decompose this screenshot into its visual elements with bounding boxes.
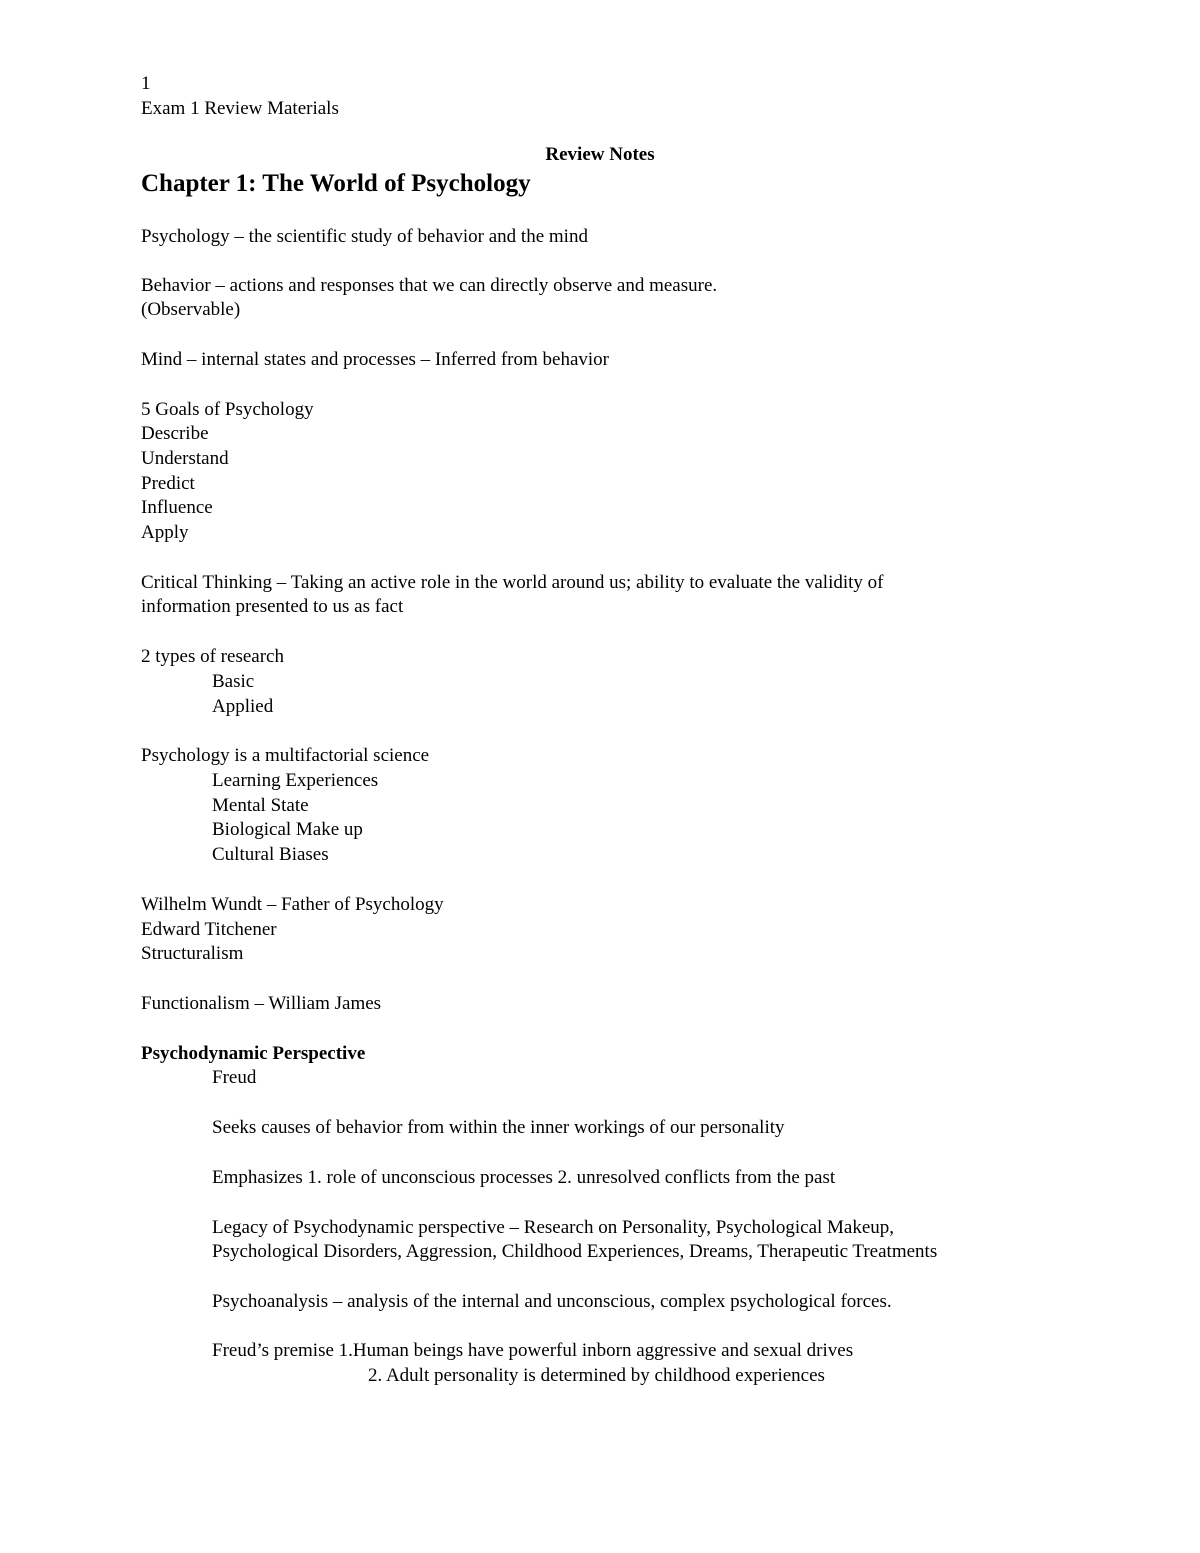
emphasizes-line: Emphasizes 1. role of unconscious processes 2. unresolved conflicts from the past	[212, 1167, 836, 1188]
research-heading: 2 types of research	[141, 646, 284, 667]
observable-note: (Observable)	[141, 299, 241, 320]
goal-item: Understand	[141, 448, 229, 469]
wundt-line: Wilhelm Wundt – Father of Psychology	[141, 894, 444, 915]
structuralism-line: Structuralism	[141, 943, 244, 964]
multifactorial-item: Mental State	[212, 795, 309, 816]
goals-heading: 5 Goals of Psychology	[141, 399, 314, 420]
legacy-line-1: Legacy of Psychodynamic perspective – Research on Personality, Psychological Makeup,	[212, 1217, 895, 1238]
titchener-line: Edward Titchener	[141, 919, 277, 940]
research-type: Basic	[212, 671, 255, 692]
goal-item: Apply	[141, 522, 189, 543]
psychoanalysis-line: Psychoanalysis – analysis of the internal and unconscious, complex psychological forces.	[212, 1291, 892, 1312]
seeks-line: Seeks causes of behavior from within the inner workings of our personality	[212, 1117, 785, 1138]
review-notes-heading: Review Notes	[545, 144, 655, 165]
psychology-definition: Psychology – the scientific study of behavior and the mind	[141, 226, 588, 247]
research-type: Applied	[212, 696, 274, 717]
multifactorial-item: Biological Make up	[212, 819, 363, 840]
goal-item: Predict	[141, 473, 195, 494]
page-number: 1	[141, 73, 151, 94]
premise-line-1: Freud’s premise 1.Human beings have powerful inborn aggressive and sexual drives	[212, 1340, 854, 1361]
document-title: Exam 1 Review Materials	[141, 98, 339, 119]
goal-item: Describe	[141, 423, 209, 444]
chapter-heading: Chapter 1: The World of Psychology	[141, 170, 531, 197]
premise-line-2: 2. Adult personality is determined by childhood experiences	[368, 1365, 825, 1386]
critical-thinking-line-2: information presented to us as fact	[141, 596, 404, 617]
behavior-definition: Behavior – actions and responses that we can directly observe and measure.	[141, 275, 718, 296]
goal-item: Influence	[141, 497, 213, 518]
functionalism-line: Functionalism – William James	[141, 993, 382, 1014]
psychodynamic-heading: Psychodynamic Perspective	[141, 1043, 366, 1064]
critical-thinking-line-1: Critical Thinking – Taking an active role in the world around us; ability to evaluate the validity of	[141, 572, 884, 593]
freud-line: Freud	[212, 1067, 257, 1088]
mind-definition: Mind – internal states and processes – Inferred from behavior	[141, 349, 609, 370]
legacy-line-2: Psychological Disorders, Aggression, Childhood Experiences, Dreams, Therapeutic Treatments	[212, 1241, 938, 1262]
multifactorial-heading: Psychology is a multifactorial science	[141, 745, 430, 766]
multifactorial-item: Learning Experiences	[212, 770, 379, 791]
multifactorial-item: Cultural Biases	[212, 844, 329, 865]
